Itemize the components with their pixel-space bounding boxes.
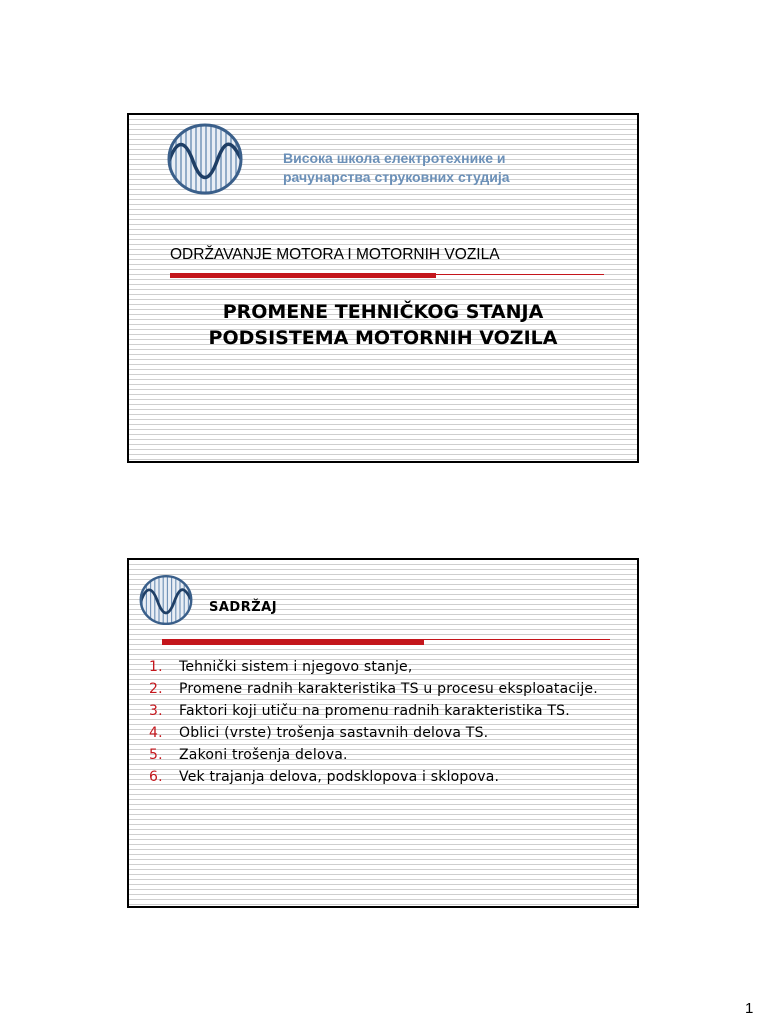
- school-name: [283, 149, 603, 187]
- slide-title-line-1: PROMENE TEHNIČKOG STANJA: [222, 301, 544, 323]
- slide-1: [127, 113, 639, 463]
- school-name-line-2: рачунарства струковних студија: [283, 169, 510, 185]
- contents-list: [149, 658, 629, 790]
- divider-thin: [436, 274, 604, 275]
- list-item-number: 1.: [149, 659, 163, 675]
- school-name-line-1: Висока школа електротехнике и: [283, 150, 506, 166]
- list-item-number: 3.: [149, 703, 163, 719]
- divider-thick: [170, 273, 436, 278]
- course-title: ODRŽAVANJE MOTORA I MOTORNIH VOZILA: [170, 246, 500, 263]
- waveform-logo-icon: [165, 119, 245, 199]
- list-item: [149, 746, 629, 764]
- list-item: [149, 702, 629, 720]
- list-item-number: 6.: [149, 769, 163, 785]
- list-item: [149, 680, 629, 698]
- list-item-number: 2.: [149, 681, 163, 697]
- list-item-number: 4.: [149, 725, 163, 741]
- divider-thin: [424, 639, 610, 640]
- list-item-number: 5.: [149, 747, 163, 763]
- list-item: [149, 768, 629, 786]
- page-number: 1: [745, 1000, 754, 1017]
- section-heading: SADRŽAJ: [209, 600, 278, 615]
- slide-2: [127, 558, 639, 908]
- list-item-text: Faktori koji utiču na promenu radnih karakteristika TS.: [179, 703, 570, 719]
- slide-title-line-2: PODSISTEMA MOTORNIH VOZILA: [208, 327, 558, 349]
- list-item-text: Promene radnih karakteristika TS u procesu eksploatacije.: [179, 681, 598, 697]
- divider-thick: [162, 639, 424, 645]
- list-item: [149, 724, 629, 742]
- list-item-text: Zakoni trošenja delova.: [179, 747, 348, 763]
- list-item-text: Vek trajanja delova, podsklopova i sklopova.: [179, 769, 500, 785]
- slide-title: [129, 299, 637, 351]
- list-item: [149, 658, 629, 676]
- list-item-text: Oblici (vrste) trošenja sastavnih delova TS.: [179, 725, 489, 741]
- list-item-text: Tehnički sistem i njegovo stanje,: [179, 659, 413, 675]
- waveform-logo-icon: [138, 572, 194, 628]
